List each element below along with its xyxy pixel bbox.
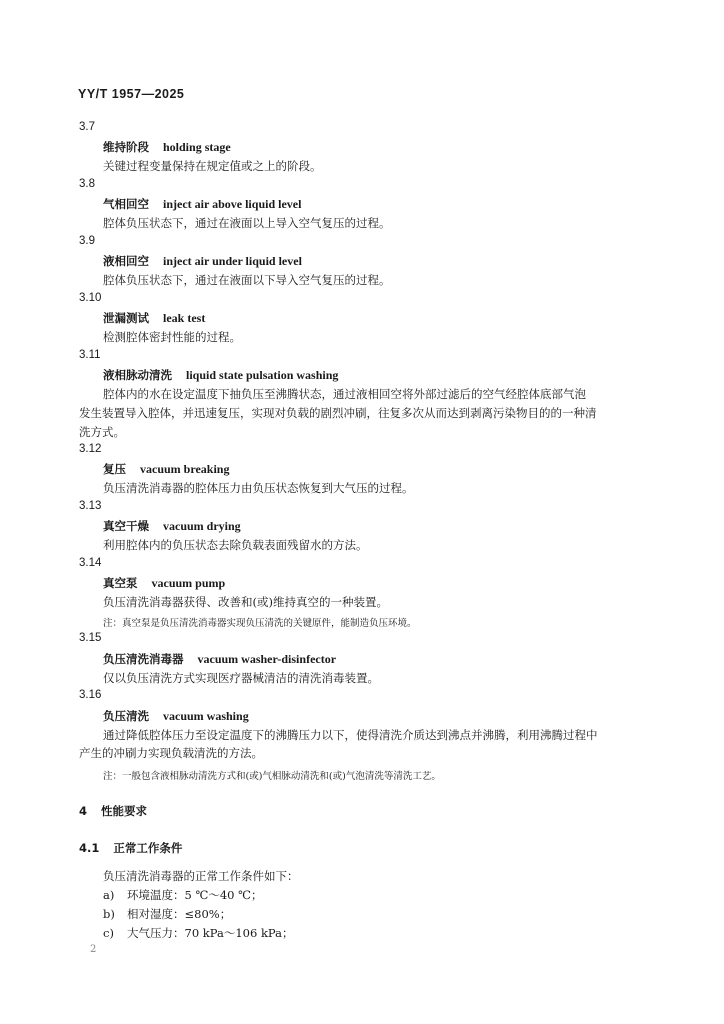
section-number: 4	[79, 804, 88, 818]
standard-header: YY/T 1957—2025	[78, 87, 185, 101]
term-definition-cont: 产生的冲刷力实现负载清洗的方法。	[79, 746, 263, 760]
term-definition: 负压清洗消毒器获得、改善和(或)维持真空的一种装置。	[103, 595, 388, 609]
term-zh: 复压	[103, 462, 126, 476]
term-heading	[103, 310, 205, 326]
term-heading	[103, 651, 336, 667]
conditions-intro: 负压清洗消毒器的正常工作条件如下：	[103, 869, 299, 883]
term-en: vacuum washer-disinfector	[197, 652, 337, 666]
term-definition: 腔体负压状态下，通过在液面以上导入空气复压的过程。	[103, 216, 391, 230]
term-definition: 腔体内的水在设定温度下抽负压至沸腾状态，通过液相回空将外部过滤后的空气经腔体底部气泡	[103, 387, 586, 401]
term-en: leak test	[163, 311, 206, 325]
condition-item	[103, 887, 263, 903]
condition-label: c)	[103, 926, 114, 940]
term-en: vacuum drying	[163, 519, 241, 533]
term-definition-cont: 洗方式。	[79, 425, 125, 439]
section-title: 性能要求	[101, 804, 148, 818]
term-zh: 负压清洗	[103, 709, 149, 723]
condition-text: 大气压力：70 kPa～106 kPa；	[127, 926, 294, 940]
subsection-number: 4.1	[79, 841, 100, 855]
term-en: inject air above liquid level	[163, 197, 302, 211]
term-number: 3.13	[79, 500, 102, 512]
term-definition: 关键过程变量保持在规定值或之上的阶段。	[103, 159, 322, 173]
subsection-heading	[79, 840, 182, 856]
condition-item	[103, 925, 294, 941]
term-definition: 负压清洗消毒器的腔体压力由负压状态恢复到大气压的过程。	[103, 481, 414, 495]
term-number: 3.11	[79, 349, 101, 361]
term-number: 3.16	[79, 689, 102, 701]
term-en: vacuum washing	[163, 709, 249, 723]
term-zh: 维持阶段	[103, 140, 149, 154]
term-heading	[103, 518, 241, 534]
term-zh: 真空干燥	[103, 519, 149, 533]
term-number: 3.10	[79, 292, 102, 304]
term-zh: 负压清洗消毒器	[103, 652, 184, 666]
condition-text: 环境温度：5 ℃～40 ℃；	[127, 888, 263, 902]
condition-item	[103, 906, 231, 922]
subsection-title: 正常工作条件	[113, 841, 183, 855]
term-definition: 检测腔体密封性能的过程。	[103, 330, 241, 344]
page-number: 2	[90, 944, 97, 955]
term-definition: 腔体负压状态下，通过在液面以下导入空气复压的过程。	[103, 273, 391, 287]
term-en: vacuum pump	[151, 576, 226, 590]
term-en: vacuum breaking	[140, 462, 230, 476]
term-heading	[103, 253, 302, 269]
term-number: 3.15	[79, 632, 102, 644]
term-definition: 通过降低腔体压力至设定温度下的沸腾压力以下，使得清洗介质达到沸点并沸腾，利用沸腾过程中	[103, 728, 598, 742]
term-heading	[103, 575, 225, 591]
condition-text: 相对湿度：≤80%；	[127, 907, 232, 921]
term-zh: 液相脉动清洗	[103, 368, 172, 382]
section-heading	[79, 803, 147, 819]
term-en: holding stage	[163, 140, 231, 154]
term-heading	[103, 196, 301, 212]
condition-label: a)	[103, 888, 115, 902]
term-definition-cont: 发生装置导入腔体，并迅速复压，实现对负载的剧烈冲刷，往复多次从而达到剥离污染物目的的一种清	[79, 406, 597, 420]
term-en: liquid state pulsation washing	[186, 368, 339, 382]
term-heading	[103, 461, 229, 477]
term-definition: 利用腔体内的负压状态去除负载表面残留水的方法。	[103, 538, 368, 552]
term-number: 3.9	[79, 235, 95, 247]
term-en: inject air under liquid level	[163, 254, 302, 268]
term-heading	[103, 367, 338, 383]
term-zh: 泄漏测试	[103, 311, 149, 325]
condition-label: b)	[103, 907, 115, 921]
term-zh: 真空泵	[103, 576, 138, 590]
term-note: 注：一般包含液相脉动清洗方式和(或)气相脉动清洗和(或)气泡清洗等清洗工艺。	[103, 771, 441, 782]
term-zh: 液相回空	[103, 254, 149, 268]
term-number: 3.14	[79, 557, 102, 569]
term-number: 3.12	[79, 443, 102, 455]
term-number: 3.8	[79, 178, 95, 190]
term-number: 3.7	[79, 121, 95, 133]
term-definition: 仅以负压清洗方式实现医疗器械清洁的清洗消毒装置。	[103, 671, 379, 685]
term-note: 注：真空泵是负压清洗消毒器实现负压清洗的关键原件，能制造负压环境。	[103, 618, 417, 629]
term-heading	[103, 139, 231, 155]
term-heading	[103, 708, 249, 724]
term-zh: 气相回空	[103, 197, 149, 211]
